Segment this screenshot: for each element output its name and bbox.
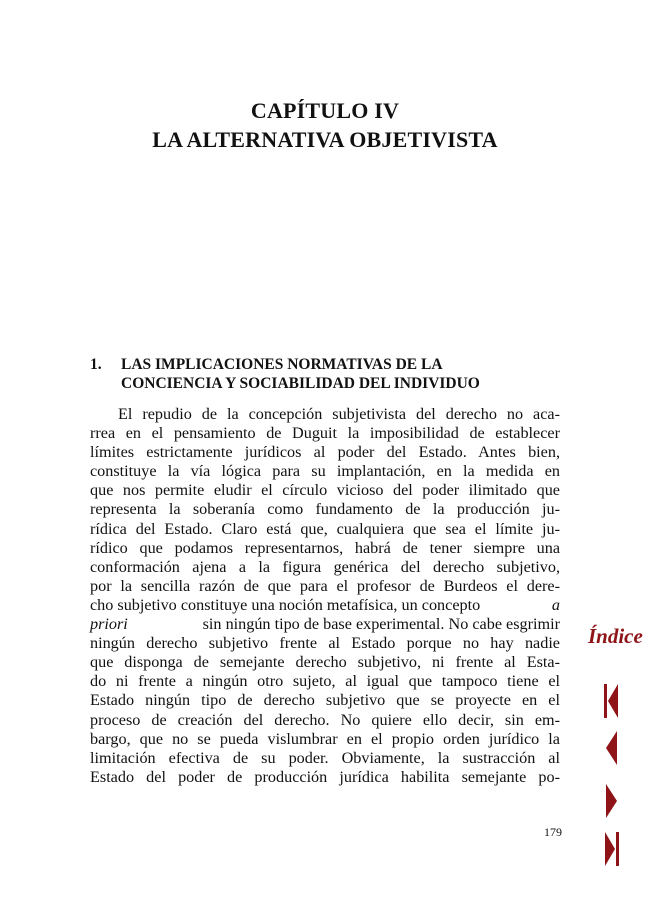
italic-term: priori	[90, 615, 128, 634]
text-line: ningún derecho subjetivo frente al Estado porque no hay nadie	[90, 634, 560, 653]
text-line: constituye la vía lógica para su implantación, en la medida en	[90, 462, 560, 481]
text-line: do ni frente a ningún otro sujeto, al igual que tampoco tiene el	[90, 672, 560, 691]
first-page-button[interactable]	[596, 681, 624, 721]
text-line: representa la soberanía como fundamento de la producción ju-	[90, 500, 560, 519]
page-number: 179	[544, 825, 562, 839]
section-heading	[90, 355, 560, 393]
text-line	[90, 596, 560, 615]
text-line: conformación ajena a la figura genérica del derecho subjetivo,	[90, 557, 560, 576]
italic-term: a	[551, 595, 560, 614]
next-page-icon	[596, 781, 624, 821]
text-line: Estado ningún tipo de derecho subjetivo que se proyecte en el	[90, 691, 560, 710]
text-line: rídico que podamos representarnos, habrá de tener siempre una	[90, 538, 560, 557]
section-number: 1.	[90, 356, 102, 373]
text-line: por la sencilla razón de que para el profesor de Burdeos el dere-	[90, 576, 560, 595]
index-link[interactable]: Índice	[588, 624, 643, 648]
first-page-icon	[596, 681, 624, 721]
text-line: Estado del poder de producción jurídica habilita semejante po-	[90, 767, 560, 786]
text-segment: sin ningún tipo de base experimental. No cabe esgrimir	[202, 615, 560, 634]
text-line	[90, 615, 560, 634]
text-line: El repudio de la concepción subjetivista del derecho no aca-	[118, 405, 560, 423]
previous-page-icon	[596, 728, 624, 768]
previous-page-button[interactable]	[596, 728, 624, 768]
text-line: proceso de creación del derecho. No quiere ello decir, sin em-	[90, 710, 560, 729]
section-title-line: LAS IMPLICACIONES NORMATIVAS DE LA	[121, 356, 443, 373]
last-page-button[interactable]	[596, 829, 624, 869]
chapter-title	[80, 96, 570, 154]
section-title	[121, 355, 560, 393]
text-line: rrea en el pensamiento de Duguit la imposibilidad de establecer	[90, 424, 560, 443]
text-line: que disponga de semejante derecho subjetivo, ni frente al Esta-	[90, 653, 560, 672]
last-page-icon	[596, 829, 624, 869]
text-line: rídica del Estado. Claro está que, cualquiera que sea el límite ju-	[90, 519, 560, 538]
text-segment: cho subjetivo constituye una noción metafísica, un concepto	[90, 595, 481, 614]
next-page-button[interactable]	[596, 781, 624, 821]
section-title-line: CONCIENCIA Y SOCIABILIDAD DEL INDIVIDUO	[121, 375, 480, 392]
text-line: que nos permite eludir el círculo vicioso del poder ilimitado que	[90, 481, 560, 500]
text-line: bargo, que no se pueda vislumbrar en el propio orden jurídico la	[90, 729, 560, 748]
chapter-name: LA ALTERNATIVA OBJETIVISTA	[152, 127, 498, 152]
text-line: limitación efectiva de su poder. Obviamente, la sustracción al	[90, 748, 560, 767]
chapter-label: CAPÍTULO IV	[250, 98, 400, 123]
text-line: límites estrictamente jurídicos al poder del Estado. Antes bien,	[90, 443, 560, 462]
body-paragraph	[90, 405, 560, 787]
